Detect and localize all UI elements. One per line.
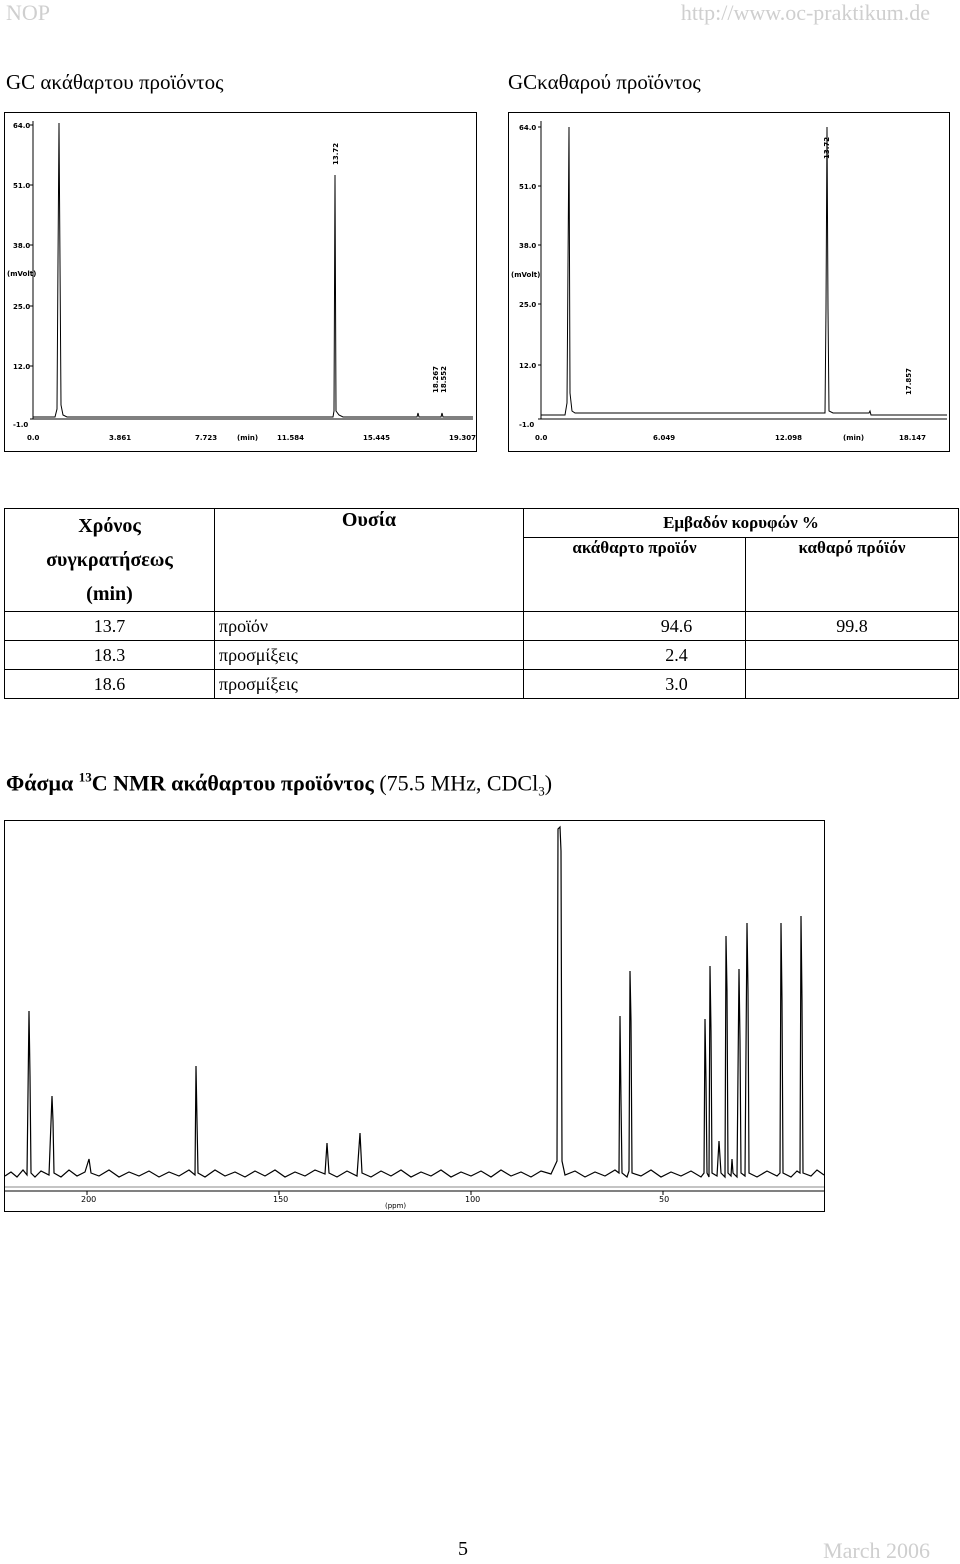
cell-pure bbox=[746, 670, 959, 699]
xtick: 19.307 bbox=[449, 434, 476, 442]
gc-pure-trace bbox=[541, 127, 947, 415]
retention-table bbox=[4, 508, 959, 699]
gc-pure-title: GCκαθαρού προϊόντος bbox=[508, 70, 701, 94]
cell-time: 18.3 bbox=[5, 641, 215, 670]
gc-pure-ylabel: (mVolt) bbox=[511, 271, 541, 279]
nmr-baseline-noise bbox=[5, 827, 824, 1177]
gc-pure-xunit: (min) bbox=[843, 434, 865, 442]
cell-pure bbox=[746, 641, 959, 670]
cell-pure: 99.8 bbox=[746, 612, 959, 641]
xtick: 11.584 bbox=[277, 434, 305, 442]
col-header-time: Χρόνος συγκρατήσεως (min) bbox=[5, 509, 215, 612]
ytick: 38.0 bbox=[13, 242, 31, 250]
cell-crude: 94.6 bbox=[524, 612, 746, 641]
page-number: 5 bbox=[458, 1538, 468, 1560]
gc-crude-ylabel: (mVolt) bbox=[7, 270, 37, 278]
ytick: 38.0 bbox=[519, 242, 537, 250]
xtick: 100 bbox=[465, 1195, 481, 1204]
gc-crude-peak-label: 13.72 bbox=[332, 142, 340, 165]
footer-date: March 2006 bbox=[823, 1538, 930, 1563]
ytick: 25.0 bbox=[519, 301, 537, 309]
col-header-crude: ακάθαρτο προϊόν bbox=[524, 538, 746, 612]
gc-crude-peak-label: 18.267 bbox=[432, 365, 440, 393]
ytick: 64.0 bbox=[519, 124, 537, 132]
ytick: 25.0 bbox=[13, 303, 31, 311]
gc-crude-trace bbox=[33, 123, 473, 417]
ytick: -1.0 bbox=[13, 421, 29, 429]
xtick: 6.049 bbox=[653, 434, 676, 442]
col-header-substance: Ουσία bbox=[215, 509, 524, 612]
header-url[interactable]: http://www.oc-praktikum.de bbox=[680, 0, 930, 25]
xtick: 200 bbox=[81, 1195, 97, 1204]
ytick: 51.0 bbox=[13, 182, 31, 190]
table-row bbox=[5, 641, 959, 670]
xtick: 150 bbox=[273, 1195, 289, 1204]
gc-crude-chromatogram bbox=[4, 112, 477, 452]
cell-substance: προσμίξεις bbox=[215, 670, 524, 699]
ytick: 12.0 bbox=[519, 362, 537, 370]
cell-crude: 2.4 bbox=[524, 641, 746, 670]
gc-crude-xunit: (min) bbox=[237, 434, 259, 442]
nmr-title: Φάσμα $^{13}$C NMR ακάθαρτου προϊόντος (75.5 MHz, CDCl$_3$) bbox=[6, 770, 553, 799]
ytick: 51.0 bbox=[519, 183, 537, 191]
xtick: 3.861 bbox=[109, 434, 132, 442]
ytick: -1.0 bbox=[519, 421, 535, 429]
xtick: 15.445 bbox=[363, 434, 391, 442]
col-header-area: Εμβαδόν κορυφών % bbox=[524, 509, 959, 538]
ytick: 12.0 bbox=[13, 363, 31, 371]
cell-crude: 3.0 bbox=[524, 670, 746, 699]
cell-time: 18.6 bbox=[5, 670, 215, 699]
nmr-xticks bbox=[81, 1195, 669, 1204]
ytick: 64.0 bbox=[13, 122, 31, 130]
nmr-spectrum bbox=[4, 820, 825, 1212]
xtick: 12.098 bbox=[775, 434, 803, 442]
xtick: 0.0 bbox=[27, 434, 40, 442]
gc-pure-peak-label: 17.857 bbox=[905, 367, 913, 395]
xtick: 7.723 bbox=[195, 434, 218, 442]
gc-crude-title: GC ακάθαρτου προϊόντος bbox=[6, 70, 224, 94]
gc-pure-peak-label: 13.72 bbox=[823, 136, 831, 159]
table-row bbox=[5, 612, 959, 641]
cell-substance: προσμίξεις bbox=[215, 641, 524, 670]
gc-pure-xticks bbox=[535, 434, 926, 442]
xtick: 50 bbox=[659, 1195, 670, 1204]
nmr-xunit: (ppm) bbox=[385, 1202, 407, 1210]
table-row bbox=[5, 670, 959, 699]
header-left: NOP bbox=[6, 0, 51, 25]
gc-crude-peak-label: 18.552 bbox=[440, 365, 448, 393]
col-header-pure: καθαρό πρόϊόν bbox=[746, 538, 959, 612]
cell-time: 13.7 bbox=[5, 612, 215, 641]
gc-pure-chromatogram bbox=[508, 112, 950, 452]
cell-substance: προϊόν bbox=[215, 612, 524, 641]
xtick: 18.147 bbox=[899, 434, 927, 442]
xtick: 0.0 bbox=[535, 434, 548, 442]
